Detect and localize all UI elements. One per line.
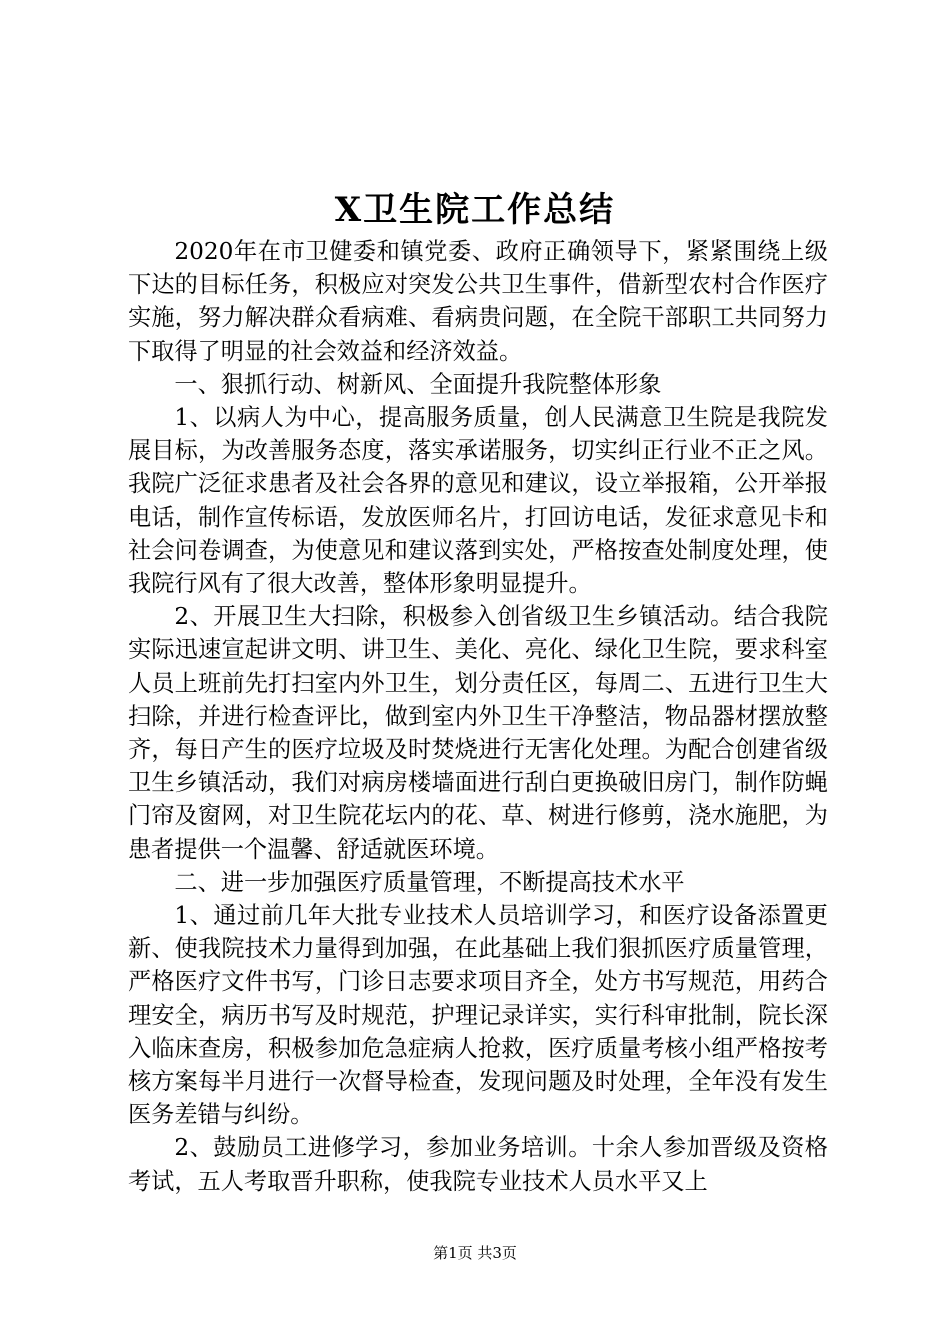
paragraph-1-1: 1、以病人为中心，提高服务质量，创人民满意卫生院是我院发展目标，为改善服务态度，落实承诺服务，切实纠正行业不正之风。我院广泛征求患者及社会各界的意见和建议，设立举报箱，公开举报电话，制作宣传标语，发放医师名片，打回访电话，发征求意见卡和社会问卷调查，为使意见和建议落到实处，严格按查处制度处理，使我院行风有了很大改善，整体形象明显提升。 [128,404,828,598]
document-title: X卫生院工作总结 [334,190,616,230]
paragraph-intro: 2020年在市卫健委和镇党委、政府正确领导下，紧紧围绕上级下达的目标任务，积极应对突发公共卫生事件，借新型农村合作医疗实施，努力解决群众看病难、看病贵问题，在全院干部职工共同努力下取得了明显的社会效益和经济效益。 [128,238,828,365]
section-heading-1: 一、狠抓行动、树新风、全面提升我院整体形象 [174,370,662,398]
section-heading-2: 二、进一步加强医疗质量管理，不断提高技术水平 [174,868,685,896]
document-body [128,235,828,1198]
paragraph-2-2: 2、鼓励员工进修学习，参加业务培训。十余人参加晋级及资格考试，五人考取晋升职称，使我院专业技术人员水平又上 [128,1134,828,1195]
paragraph-2-1: 1、通过前几年大批专业技术人员培训学习，和医疗设备添置更新、使我院技术力量得到加强，在此基础上我们狠抓医疗质量管理，严格医疗文件书写，门诊日志要求项目齐全，处方书写规范，用药合理安全，病历书写及时规范，护理记录详实，实行科审批制，院长深入临床查房，积极参加危急症病人抢救，医疗质量考核小组严格按考核方案每半月进行一次督导检查，发现问题及时处理，全年没有发生医务差错与纠纷。 [128,902,828,1129]
paragraph-1-2: 2、开展卫生大扫除，积极参入创省级卫生乡镇活动。结合我院实际迅速宣起讲文明、讲卫生、美化、亮化、绿化卫生院，要求科室人员上班前先打扫室内外卫生，划分责任区，每周二、五进行卫生大扫除，并进行检查评比，做到室内外卫生干净整洁，物品器材摆放整齐，每日产生的医疗垃圾及时焚烧进行无害化处理。为配合创建省级卫生乡镇活动，我们对病房楼墙面进行刮白更换破旧房门，制作防蝇门帘及窗网，对卫生院花坛内的花、草、树进行修剪，浇水施肥，为患者提供一个温馨、舒适就医环境。 [128,603,828,863]
page-footer: 第1页 共3页 [433,1244,517,1262]
